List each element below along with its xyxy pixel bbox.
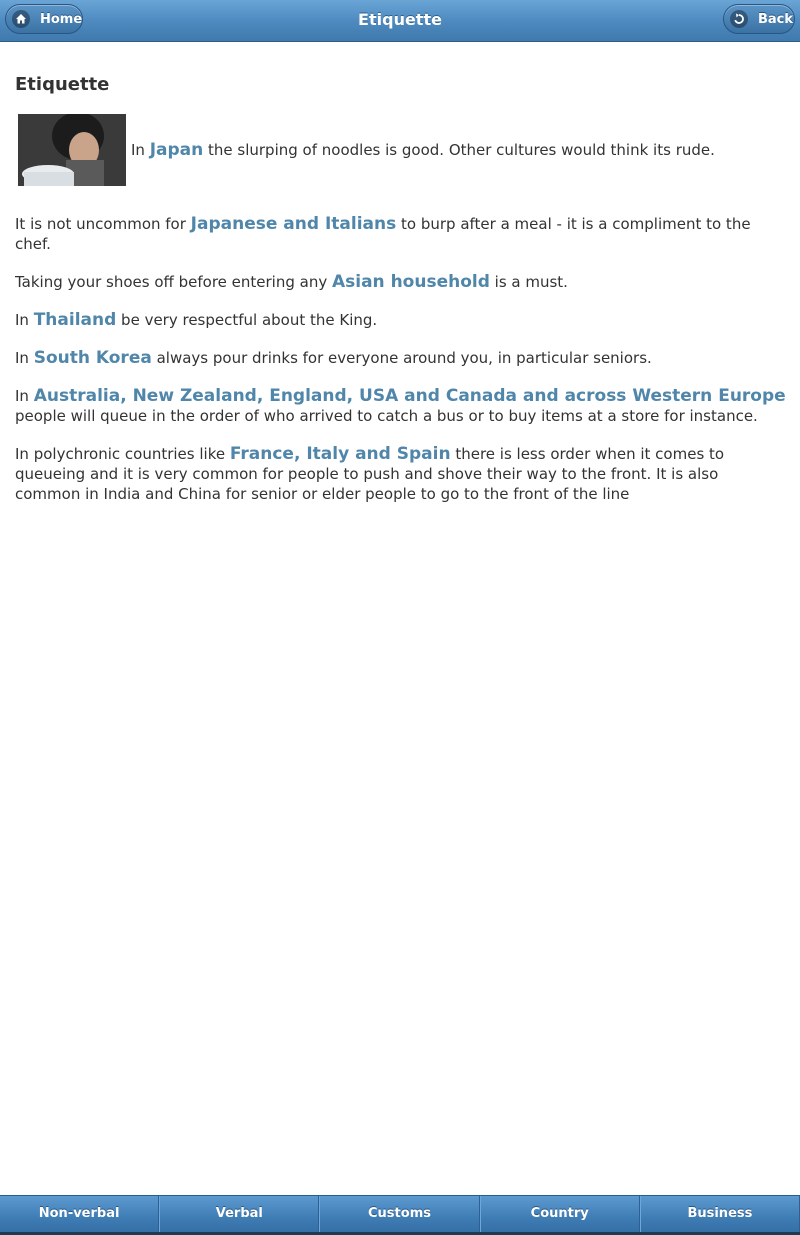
paragraph-4-text-after: be very respectful about the King. xyxy=(116,311,378,329)
noodle-eating-photo xyxy=(18,114,126,186)
paragraph-3-text-before: Taking your shoes off before entering any xyxy=(15,273,332,291)
paragraph-4-text-before: In xyxy=(15,311,34,329)
paragraph-7-text-after: there is less order when it comes to queueing and it is very common for people to push and shove their way to the front. It is also common in India and China for senior or elder people to go to the front of the line xyxy=(15,445,725,503)
tab-customs[interactable]: Customs xyxy=(319,1196,479,1232)
tab-non-verbal[interactable]: Non-verbal xyxy=(0,1196,159,1232)
content-area xyxy=(15,74,787,522)
paragraph-7-highlight: France, Italy and Spain xyxy=(229,444,451,464)
paragraph-3-highlight: Asian household xyxy=(331,272,490,292)
page-header-title: Etiquette xyxy=(358,10,442,29)
paragraph-6-text-after: people will queue in the order of who arrived to catch a bus or to buy items at a store for instance. xyxy=(15,407,758,425)
paragraph-2-highlight: Japanese and Italians xyxy=(190,214,397,234)
paragraph-3 xyxy=(15,272,787,292)
paragraph-5-text-after: always pour drinks for everyone around you, in particular seniors. xyxy=(151,349,652,367)
paragraph-7-text-before: In polychronic countries like xyxy=(15,445,230,463)
paragraph-2-text-before: It is not uncommon for xyxy=(15,215,191,233)
tab-verbal[interactable]: Verbal xyxy=(159,1196,319,1232)
paragraph-1-text-before: In xyxy=(131,141,150,159)
paragraph-6-highlight: Australia, New Zealand, England, USA and Canada and across Western Europe xyxy=(33,386,786,406)
home-button-label: Home xyxy=(40,11,83,27)
back-arrow-icon xyxy=(730,10,748,28)
intro-row xyxy=(15,114,787,186)
paragraph-7 xyxy=(15,444,787,504)
paragraph-6-text-before: In xyxy=(15,387,34,405)
paragraph-4-highlight: Thailand xyxy=(33,310,117,330)
page-title: Etiquette xyxy=(15,74,110,95)
paragraph-2-text-after: to burp after a meal - it is a compliment to the chef. xyxy=(15,215,751,253)
back-button-label: Back xyxy=(758,11,794,27)
paragraph-3-text-after: is a must. xyxy=(489,273,568,291)
paragraph-4 xyxy=(15,310,787,330)
bottom-tab-bar xyxy=(0,1195,800,1235)
paragraph-5-highlight: South Korea xyxy=(33,348,152,368)
tab-business[interactable]: Business xyxy=(640,1196,800,1232)
paragraph-2 xyxy=(15,214,787,254)
paragraph-5-text-before: In xyxy=(15,349,34,367)
paragraph-6 xyxy=(15,386,787,426)
paragraph-1-text-after: the slurping of noodles is good. Other cultures would think its rude. xyxy=(203,141,715,159)
back-button[interactable] xyxy=(723,4,795,34)
paragraph-5 xyxy=(15,348,787,368)
tab-country[interactable]: Country xyxy=(480,1196,640,1232)
header-bar xyxy=(0,0,800,42)
paragraph-1-highlight: Japan xyxy=(149,140,204,160)
paragraph-1 xyxy=(131,140,715,160)
